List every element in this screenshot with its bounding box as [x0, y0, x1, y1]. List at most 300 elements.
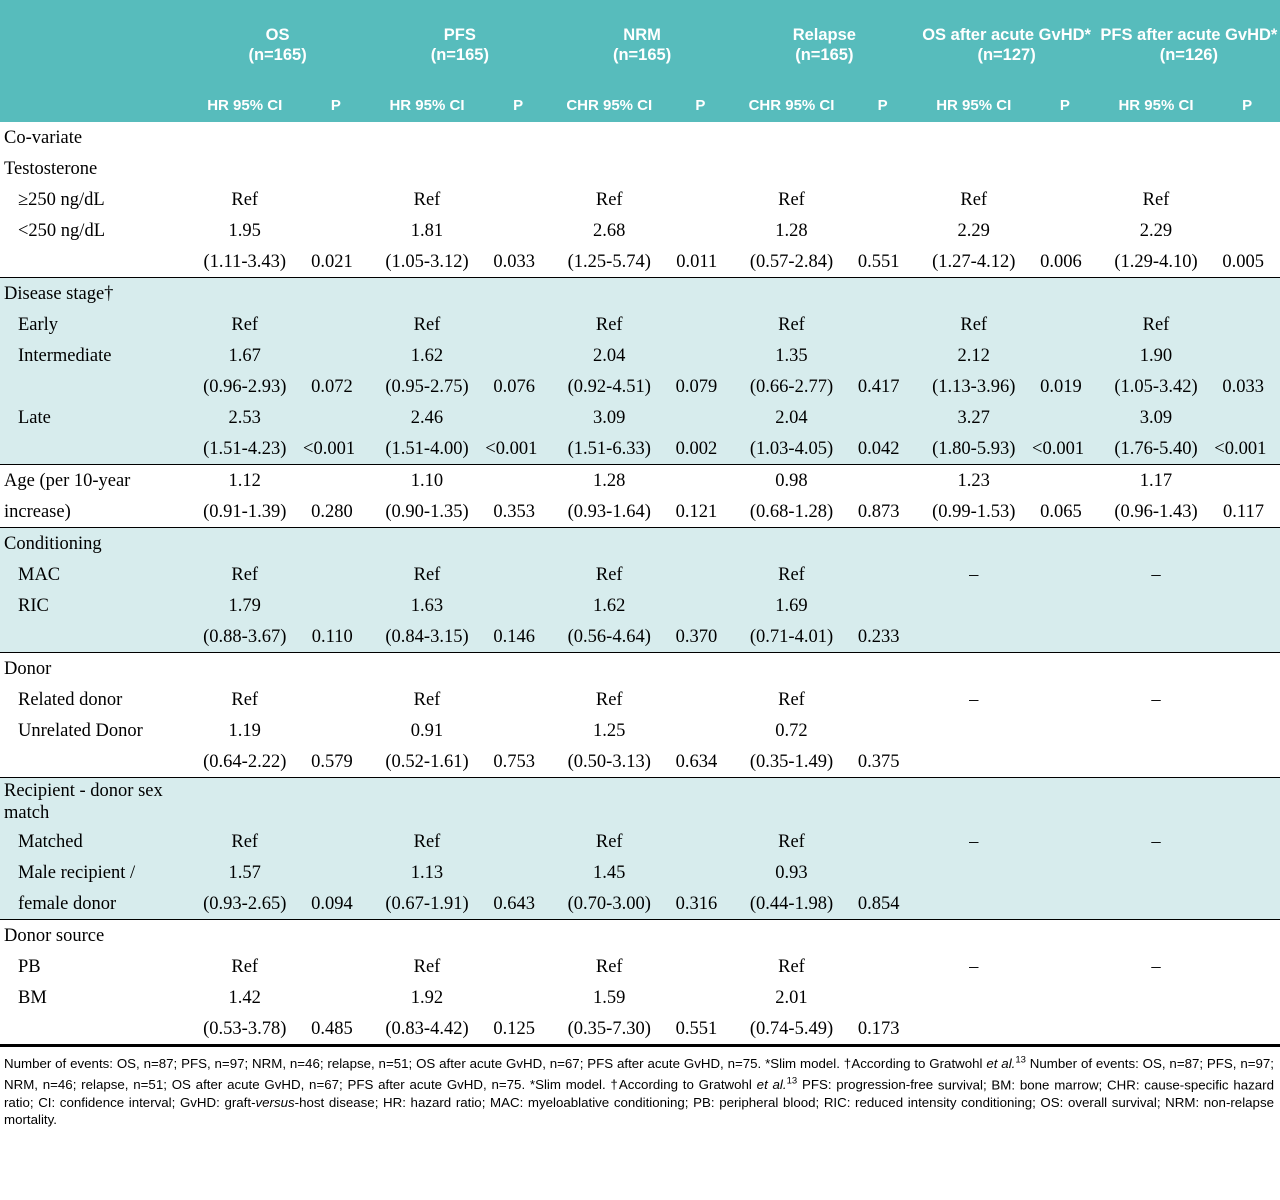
cell-pvalue [668, 465, 734, 497]
cell-pvalue: 0.121 [668, 496, 734, 528]
cell-pvalue [303, 857, 369, 888]
cell-estimate: 2.01 [733, 982, 850, 1013]
cell-estimate: 1.81 [369, 215, 486, 246]
cell-estimate [1098, 1013, 1215, 1044]
header-relapse-hr: CHR 95% CI [733, 84, 850, 122]
cell-pvalue [485, 684, 551, 715]
cell-estimate: 1.62 [369, 340, 486, 371]
cell-estimate: (1.13-3.96) [915, 371, 1032, 402]
table-row [0, 528, 1280, 560]
cell-estimate: 1.63 [369, 590, 486, 621]
cell-pvalue [1214, 559, 1280, 590]
row-label: BM [0, 982, 186, 1013]
header-pfs-p: P [485, 84, 551, 122]
footnote-italic-2: et al. [756, 1077, 787, 1093]
cell-pvalue [485, 715, 551, 746]
header-group-pfs-after-gvhd-n: (n=126) [1159, 46, 1218, 64]
cell-estimate: (1.76-5.40) [1098, 433, 1215, 465]
header-group-pfs-after-gvhd-label: PFS after acute GvHD* [1100, 26, 1278, 44]
row-label [0, 371, 186, 402]
cell-estimate [915, 122, 1032, 153]
cell-estimate: 1.92 [369, 982, 486, 1013]
cell-estimate: 1.95 [186, 215, 303, 246]
cell-estimate [369, 920, 486, 952]
table-row [0, 653, 1280, 685]
cell-pvalue [303, 590, 369, 621]
cell-pvalue [1214, 982, 1280, 1013]
cell-pvalue [850, 528, 916, 560]
table-row [0, 309, 1280, 340]
table-row [0, 715, 1280, 746]
cell-estimate: (0.56-4.64) [551, 621, 668, 653]
cell-estimate [1098, 590, 1215, 621]
row-label: increase) [0, 496, 186, 528]
row-label: female donor [0, 888, 186, 920]
row-label: Intermediate [0, 340, 186, 371]
cell-pvalue [668, 920, 734, 952]
table-row [0, 122, 1280, 153]
cell-pvalue: <0.001 [1032, 433, 1098, 465]
cell-pvalue [1032, 951, 1098, 982]
cell-estimate [551, 528, 668, 560]
cell-pvalue [485, 153, 551, 184]
cell-estimate: (0.90-1.35) [369, 496, 486, 528]
cell-estimate: 1.12 [186, 465, 303, 497]
cell-estimate: (0.66-2.77) [733, 371, 850, 402]
cell-pvalue [1032, 746, 1098, 778]
cell-estimate: (0.71-4.01) [733, 621, 850, 653]
cell-pvalue [668, 215, 734, 246]
cell-pvalue [850, 340, 916, 371]
cell-estimate [733, 278, 850, 310]
header-group-nrm-label: NRM [623, 26, 661, 44]
cell-estimate: Ref [186, 826, 303, 857]
table-row [0, 402, 1280, 433]
cell-pvalue [1214, 715, 1280, 746]
cell-estimate: (0.74-5.49) [733, 1013, 850, 1044]
header-group-os-n: (n=165) [248, 46, 307, 64]
cell-estimate: 1.19 [186, 715, 303, 746]
cell-pvalue: 0.485 [303, 1013, 369, 1044]
cell-estimate: Ref [551, 826, 668, 857]
cell-pvalue [1214, 888, 1280, 920]
cell-pvalue [1214, 1013, 1280, 1044]
cell-pvalue [1032, 215, 1098, 246]
cell-pvalue [303, 920, 369, 952]
cell-pvalue [1214, 528, 1280, 560]
table-row [0, 496, 1280, 528]
cell-estimate: Ref [733, 684, 850, 715]
cell-estimate [1098, 857, 1215, 888]
cell-pvalue [1032, 684, 1098, 715]
cell-estimate [369, 153, 486, 184]
cell-estimate: Ref [733, 826, 850, 857]
cell-pvalue [1214, 122, 1280, 153]
cell-pvalue [1032, 653, 1098, 685]
cell-estimate: Ref [551, 309, 668, 340]
cell-estimate [915, 715, 1032, 746]
cell-estimate [1098, 920, 1215, 952]
cell-pvalue [850, 215, 916, 246]
cell-estimate: – [1098, 559, 1215, 590]
cell-pvalue [1032, 715, 1098, 746]
cell-estimate: 1.10 [369, 465, 486, 497]
cell-estimate: 1.67 [186, 340, 303, 371]
cell-pvalue: 0.117 [1214, 496, 1280, 528]
header-group-relapse [733, 0, 915, 84]
cell-pvalue [668, 826, 734, 857]
cell-pvalue: 0.375 [850, 746, 916, 778]
header-pfs-gvhd-hr: HR 95% CI [1098, 84, 1215, 122]
row-label [0, 746, 186, 778]
cell-pvalue [303, 778, 369, 827]
cell-pvalue [1214, 309, 1280, 340]
header-sub-row [0, 84, 1280, 122]
cell-pvalue [668, 340, 734, 371]
cell-estimate: Ref [186, 309, 303, 340]
row-label: PB [0, 951, 186, 982]
cell-estimate: 2.04 [551, 340, 668, 371]
cell-estimate: 2.12 [915, 340, 1032, 371]
row-label: Matched [0, 826, 186, 857]
cell-estimate: 1.17 [1098, 465, 1215, 497]
header-group-nrm [551, 0, 733, 84]
table-row [0, 371, 1280, 402]
footnote-line-2: events: OS, n=87; PFS, n=97; NRM, n=46; relapse, n=51; OS after acute GvHD, n=67; PFS after acute GvHD, n=75. *Slim model. †According to Gratwohl et al.$^{13}$ PFS: progression-free [4, 1056, 1274, 1093]
cell-estimate: 2.29 [1098, 215, 1215, 246]
cell-estimate: Ref [733, 309, 850, 340]
cell-estimate: (0.35-7.30) [551, 1013, 668, 1044]
row-label: Recipient - donor sex match [0, 778, 186, 827]
cell-estimate [1098, 122, 1215, 153]
cell-estimate: 0.72 [733, 715, 850, 746]
cell-pvalue: 0.873 [850, 496, 916, 528]
cell-pvalue: 0.551 [668, 1013, 734, 1044]
footnote-line-3: survival; BM: bone marrow; CHR: cause-specific hazard ratio; CI: confidence interval; GvHD: graft-versus-host disease; HR: hazard ratio; MAC: myeloablative conditioning; PB: [4, 1077, 1274, 1110]
cell-estimate: (0.96-1.43) [1098, 496, 1215, 528]
row-label: Male recipient / [0, 857, 186, 888]
cell-pvalue [485, 778, 551, 827]
cell-pvalue: 0.634 [668, 746, 734, 778]
cell-estimate: Ref [551, 559, 668, 590]
cell-estimate [551, 778, 668, 827]
cell-estimate [551, 278, 668, 310]
cell-pvalue [303, 122, 369, 153]
cell-pvalue [1032, 559, 1098, 590]
row-label: Donor [0, 653, 186, 685]
cell-estimate [186, 528, 303, 560]
cell-estimate [915, 590, 1032, 621]
header-group-row [0, 0, 1280, 84]
cell-pvalue [485, 951, 551, 982]
cell-pvalue: 0.417 [850, 371, 916, 402]
cell-pvalue [850, 715, 916, 746]
cell-pvalue [1032, 402, 1098, 433]
cell-estimate [369, 653, 486, 685]
cell-pvalue [1032, 982, 1098, 1013]
cell-pvalue: 0.033 [485, 246, 551, 278]
cell-pvalue: 0.233 [850, 621, 916, 653]
cell-pvalue [1032, 309, 1098, 340]
cell-pvalue: 0.094 [303, 888, 369, 920]
cell-pvalue [1214, 621, 1280, 653]
cell-estimate: – [915, 826, 1032, 857]
cell-pvalue: 0.551 [850, 246, 916, 278]
cell-estimate: Ref [369, 826, 486, 857]
cell-pvalue: 0.006 [1032, 246, 1098, 278]
cell-estimate: Ref [369, 951, 486, 982]
row-label [0, 246, 186, 278]
cell-pvalue: 0.033 [1214, 371, 1280, 402]
cell-pvalue [850, 309, 916, 340]
table-row [0, 1013, 1280, 1044]
cell-estimate [915, 982, 1032, 1013]
cell-estimate: – [915, 951, 1032, 982]
header-group-pfs-label: PFS [443, 26, 476, 44]
cell-estimate: 2.46 [369, 402, 486, 433]
cell-pvalue [485, 340, 551, 371]
cell-estimate [186, 278, 303, 310]
row-label: Conditioning [0, 528, 186, 560]
cell-estimate: (0.99-1.53) [915, 496, 1032, 528]
cell-estimate: 0.93 [733, 857, 850, 888]
cell-pvalue [485, 559, 551, 590]
cell-estimate [915, 778, 1032, 827]
cell-pvalue [850, 184, 916, 215]
cell-pvalue [1214, 278, 1280, 310]
cell-estimate: 1.25 [551, 715, 668, 746]
cell-pvalue: 0.146 [485, 621, 551, 653]
cell-estimate: Ref [369, 309, 486, 340]
table-row [0, 153, 1280, 184]
cell-estimate: 1.79 [186, 590, 303, 621]
cell-estimate [1098, 653, 1215, 685]
cell-estimate: (1.03-4.05) [733, 433, 850, 465]
cell-pvalue: 0.280 [303, 496, 369, 528]
cell-estimate: – [915, 559, 1032, 590]
cell-estimate: 1.62 [551, 590, 668, 621]
cell-estimate [186, 778, 303, 827]
cell-estimate: (1.29-4.10) [1098, 246, 1215, 278]
cell-estimate: 2.29 [915, 215, 1032, 246]
cell-pvalue [668, 715, 734, 746]
cell-pvalue [668, 951, 734, 982]
cell-pvalue [303, 826, 369, 857]
table-row [0, 857, 1280, 888]
cell-pvalue [303, 715, 369, 746]
cell-estimate: Ref [915, 184, 1032, 215]
cell-pvalue [485, 215, 551, 246]
cell-pvalue [1032, 590, 1098, 621]
cell-pvalue [850, 278, 916, 310]
cell-estimate: Ref [1098, 309, 1215, 340]
cell-estimate: (0.70-3.00) [551, 888, 668, 920]
cell-pvalue [303, 278, 369, 310]
cell-pvalue [850, 826, 916, 857]
table-row [0, 590, 1280, 621]
header-pfs-gvhd-p: P [1214, 84, 1280, 122]
cell-estimate: (0.93-1.64) [551, 496, 668, 528]
cell-estimate [915, 746, 1032, 778]
cell-estimate: Ref [551, 951, 668, 982]
cell-pvalue [303, 528, 369, 560]
cell-pvalue [303, 653, 369, 685]
cell-estimate: 1.35 [733, 340, 850, 371]
cell-estimate: 3.27 [915, 402, 1032, 433]
cell-pvalue [1214, 153, 1280, 184]
cell-pvalue [485, 278, 551, 310]
header-os-gvhd-p: P [1032, 84, 1098, 122]
cell-estimate [186, 920, 303, 952]
cell-estimate: Ref [186, 184, 303, 215]
header-group-os-after-gvhd [915, 0, 1097, 84]
cell-pvalue [668, 184, 734, 215]
cell-pvalue [1032, 920, 1098, 952]
row-label: Testosterone [0, 153, 186, 184]
cell-pvalue: 0.079 [668, 371, 734, 402]
cell-pvalue [485, 528, 551, 560]
cell-estimate [1098, 621, 1215, 653]
row-label: <250 ng/dL [0, 215, 186, 246]
row-label [0, 433, 186, 465]
row-label: ≥250 ng/dL [0, 184, 186, 215]
cell-pvalue: 0.173 [850, 1013, 916, 1044]
cell-estimate: (1.25-5.74) [551, 246, 668, 278]
cell-estimate: 1.57 [186, 857, 303, 888]
cell-estimate: 1.28 [733, 215, 850, 246]
cell-estimate: Ref [733, 559, 850, 590]
row-label: Related donor [0, 684, 186, 715]
header-group-os-after-gvhd-n: (n=127) [977, 46, 1036, 64]
cell-estimate [369, 278, 486, 310]
cell-pvalue [303, 982, 369, 1013]
cell-pvalue [1032, 122, 1098, 153]
cell-estimate: (0.91-1.39) [186, 496, 303, 528]
cell-estimate: Ref [186, 951, 303, 982]
cell-pvalue [485, 826, 551, 857]
cell-pvalue [485, 920, 551, 952]
cell-estimate: 1.69 [733, 590, 850, 621]
cell-pvalue [1214, 465, 1280, 497]
cell-pvalue [668, 278, 734, 310]
cell-pvalue [1214, 857, 1280, 888]
cell-estimate: (1.51-4.00) [369, 433, 486, 465]
header-os-hr: HR 95% CI [186, 84, 303, 122]
table-footnotes [0, 1047, 1280, 1129]
cell-pvalue: <0.001 [1214, 433, 1280, 465]
cell-pvalue [1214, 951, 1280, 982]
cell-pvalue [1214, 746, 1280, 778]
table-row [0, 888, 1280, 920]
cell-estimate [733, 778, 850, 827]
table-row [0, 746, 1280, 778]
cell-estimate: (0.67-1.91) [369, 888, 486, 920]
cell-estimate [915, 653, 1032, 685]
cell-pvalue [1032, 778, 1098, 827]
cell-pvalue [303, 559, 369, 590]
cell-pvalue: 0.021 [303, 246, 369, 278]
cell-pvalue [850, 684, 916, 715]
cell-estimate: – [1098, 684, 1215, 715]
header-corner-blank [0, 0, 186, 84]
cell-pvalue [1032, 278, 1098, 310]
header-group-pfs [369, 0, 551, 84]
table-row [0, 621, 1280, 653]
header-os-p: P [303, 84, 369, 122]
cell-pvalue [303, 184, 369, 215]
table-row [0, 215, 1280, 246]
cell-pvalue [850, 559, 916, 590]
cell-estimate: 1.13 [369, 857, 486, 888]
cell-estimate [733, 920, 850, 952]
cell-pvalue: 0.125 [485, 1013, 551, 1044]
cell-estimate [369, 528, 486, 560]
cell-estimate: Ref [551, 184, 668, 215]
cell-estimate: 2.04 [733, 402, 850, 433]
cell-estimate: (0.64-2.22) [186, 746, 303, 778]
cell-pvalue [850, 153, 916, 184]
cell-pvalue [1214, 340, 1280, 371]
cell-pvalue [1032, 826, 1098, 857]
cell-estimate: Ref [551, 684, 668, 715]
cell-estimate [1098, 715, 1215, 746]
cell-pvalue [1032, 153, 1098, 184]
cell-pvalue [668, 778, 734, 827]
cell-estimate: (1.80-5.93) [915, 433, 1032, 465]
cell-estimate [915, 857, 1032, 888]
cell-pvalue [850, 590, 916, 621]
table-row [0, 278, 1280, 310]
cell-pvalue [668, 982, 734, 1013]
cell-estimate: (0.88-3.67) [186, 621, 303, 653]
cell-estimate: (1.11-3.43) [186, 246, 303, 278]
cell-estimate: (0.84-3.15) [369, 621, 486, 653]
cell-pvalue [668, 528, 734, 560]
cell-pvalue [668, 122, 734, 153]
cell-estimate: (1.05-3.42) [1098, 371, 1215, 402]
cell-pvalue [668, 590, 734, 621]
cell-pvalue [485, 982, 551, 1013]
cell-estimate [915, 920, 1032, 952]
cell-pvalue [1032, 1013, 1098, 1044]
cell-estimate: (1.51-6.33) [551, 433, 668, 465]
cell-pvalue [850, 982, 916, 1013]
cell-pvalue [1214, 184, 1280, 215]
cell-estimate [369, 778, 486, 827]
table-row [0, 465, 1280, 497]
cell-estimate: – [915, 684, 1032, 715]
cell-estimate [1098, 778, 1215, 827]
cell-estimate: (1.51-4.23) [186, 433, 303, 465]
cell-pvalue [1032, 528, 1098, 560]
cell-estimate: (0.68-1.28) [733, 496, 850, 528]
header-sub-blank [0, 84, 186, 122]
cell-pvalue [850, 465, 916, 497]
cell-estimate: – [1098, 826, 1215, 857]
cell-pvalue [303, 402, 369, 433]
header-nrm-p: P [668, 84, 734, 122]
footnote-sup-1: 13 [1015, 1055, 1026, 1066]
cell-pvalue [303, 465, 369, 497]
row-label: Early [0, 309, 186, 340]
cell-pvalue [1032, 184, 1098, 215]
cell-pvalue [485, 653, 551, 685]
cell-estimate: 2.68 [551, 215, 668, 246]
cell-estimate [551, 920, 668, 952]
cell-pvalue: 0.065 [1032, 496, 1098, 528]
table-row [0, 340, 1280, 371]
cell-pvalue [303, 951, 369, 982]
